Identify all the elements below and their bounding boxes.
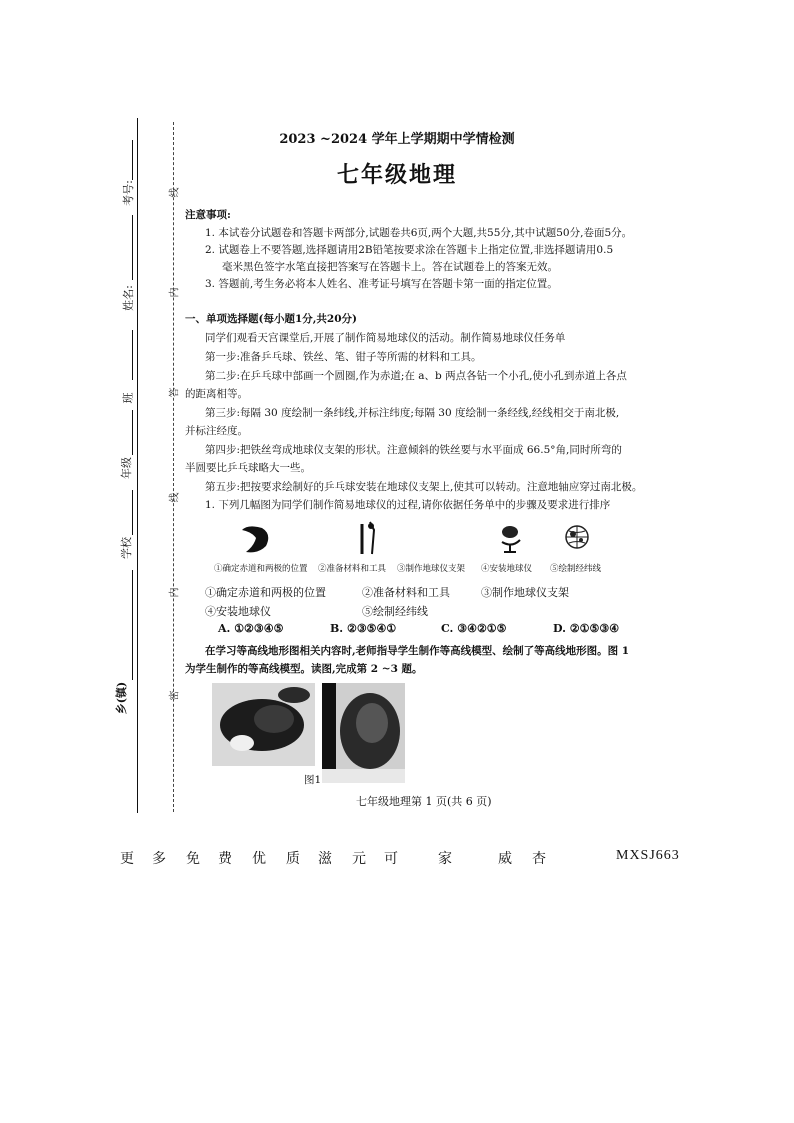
class-blank (132, 330, 133, 380)
notice-item: 1. 本试卷分试题卷和答题卡两部分,试题卷共6页,两个大题,共55分,其中试题50分,卷面5分。 (205, 227, 633, 239)
illustration-materials-tools (354, 520, 382, 556)
bottom-char: 更 (120, 851, 135, 867)
answer-option-c[interactable]: C. ③④②①⑤ (441, 622, 507, 635)
school-label: 学校 (120, 537, 133, 559)
exam-title: 2023 ~2024 学年上学期期中学情检测 (279, 132, 515, 147)
figure-caption: ②准备材料和工具 (318, 564, 387, 574)
illustration-grid-lines (562, 522, 592, 552)
notice-item: 2. 试题卷上不要答题,选择题请用2B铅笔按要求涂在答题卡上指定位置,非选择题请用0.5 (205, 244, 614, 256)
step-label: ⑤绘制经纬线 (362, 605, 428, 618)
question-2-intro: 在学习等高线地形图相关内容时,老师指导学生制作等高线模型、绘制了等高线地形图。图 1 (205, 645, 630, 657)
task-step: 半圆要比乒乓球略大一些。 (185, 462, 311, 474)
question-2-intro: 为学生制作的等高线模型。读图,完成第 2 ~3 题。 (185, 663, 423, 675)
contour-model-photo-1 (212, 683, 315, 766)
seal-mark: 线 (169, 492, 181, 503)
school-blank (132, 490, 133, 535)
answer-option-d[interactable]: D. ②①⑤③④ (553, 622, 620, 635)
bottom-char: 滋 (318, 851, 333, 867)
grade-label: 年级 (120, 457, 133, 479)
step-label: ②准备材料和工具 (362, 586, 450, 599)
task-intro: 同学们观看天宫课堂后,开展了制作简易地球仪的活动。制作简易地球仪任务单 (205, 332, 566, 344)
task-step: 第五步:把按要求绘制好的乒乓球安装在地球仪支架上,使其可以转动。注意地轴应穿过南北极。 (205, 481, 643, 493)
figure-caption: ⑤绘制经纬线 (550, 564, 602, 574)
bottom-char: 杏 (532, 851, 547, 867)
question-1-stem: 1. 下列几幅图为同学们制作简易地球仪的过程,请你依据任务单中的步骤及要求进行排序 (205, 499, 611, 511)
notice-heading: 注意事项: (185, 209, 231, 221)
bottom-char: 可 (384, 851, 399, 867)
task-step: 第二步:在乒乓球中部画一个圆圈,作为赤道;在 a、b 两点各钻一个小孔,使小孔到赤道上各点 (205, 370, 627, 382)
seal-mark: 内 (169, 287, 181, 298)
page-footer: 七年级地理第 1 页(共 6 页) (356, 795, 492, 808)
bottom-char: 费 (218, 851, 233, 867)
notice-item: 3. 答题前,考生务必将本人姓名、准考证号填写在答题卡第一面的指定位置。 (205, 278, 558, 290)
illustration-globe-stand (498, 522, 524, 554)
task-step: 并标注经度。 (185, 425, 248, 437)
name-blank (132, 215, 133, 280)
answer-option-b[interactable]: B. ②③⑤④① (330, 622, 397, 635)
task-step: 的距离相等。 (185, 388, 248, 400)
bottom-char: 多 (152, 851, 167, 867)
seal-mark: 内 (169, 587, 181, 598)
bottom-char: 威 (498, 851, 513, 867)
bottom-char: 家 (438, 851, 453, 867)
seal-mark: 密 (169, 690, 181, 701)
exam-no-label: 考号: (121, 180, 135, 206)
notice-item: 毫米黑色签字水笔直接把答案写在答题卡上。答在试题卷上的答案无效。 (222, 261, 558, 273)
township-label: 乡(镇) (115, 681, 129, 715)
binding-dotted-rule (173, 122, 174, 812)
bottom-code: MXSJ663 (616, 848, 680, 863)
bottom-char: 元 (352, 851, 367, 867)
figure-caption: ③制作地球仪支架 (397, 564, 466, 574)
step-label: ④安装地球仪 (205, 605, 271, 618)
step-label: ③制作地球仪支架 (481, 586, 569, 599)
step-label: ①确定赤道和两极的位置 (205, 586, 326, 599)
task-step: 第三步:每隔 30 度绘制一条纬线,并标注纬度;每隔 30 度绘制一条经线,经线相交于南北极, (205, 407, 620, 419)
figure-caption: ④安装地球仪 (481, 564, 533, 574)
bottom-char: 免 (186, 851, 201, 867)
bottom-char: 质 (286, 851, 301, 867)
township-blank (132, 570, 133, 680)
figure-caption: ①确定赤道和两极的位置 (214, 564, 308, 574)
binding-left-rule (137, 118, 138, 813)
section-heading: 一、单项选择题(每小题1分,共20分) (185, 313, 358, 325)
bottom-char: 优 (252, 851, 267, 867)
name-label: 姓名: (121, 285, 135, 311)
task-step: 第四步:把铁丝弯成地球仪支架的形状。注意倾斜的铁丝要与水平面成 66.5°角,同时所弯的 (205, 444, 622, 456)
task-step: 第一步:准备乒乓球、铁丝、笔、钳子等所需的材料和工具。 (205, 351, 482, 363)
figure-1-label: 图1 (304, 774, 322, 786)
illustration-equator-poles (238, 522, 274, 556)
subject-title: 七年级地理 (336, 162, 457, 188)
class-label: 班 (121, 392, 135, 404)
grade-blank (132, 410, 133, 455)
seal-mark: 答 (169, 387, 181, 398)
seal-mark: 线 (169, 187, 181, 198)
answer-option-a[interactable]: A. ①②③④⑤ (218, 622, 284, 635)
contour-model-photo-2 (322, 683, 405, 783)
